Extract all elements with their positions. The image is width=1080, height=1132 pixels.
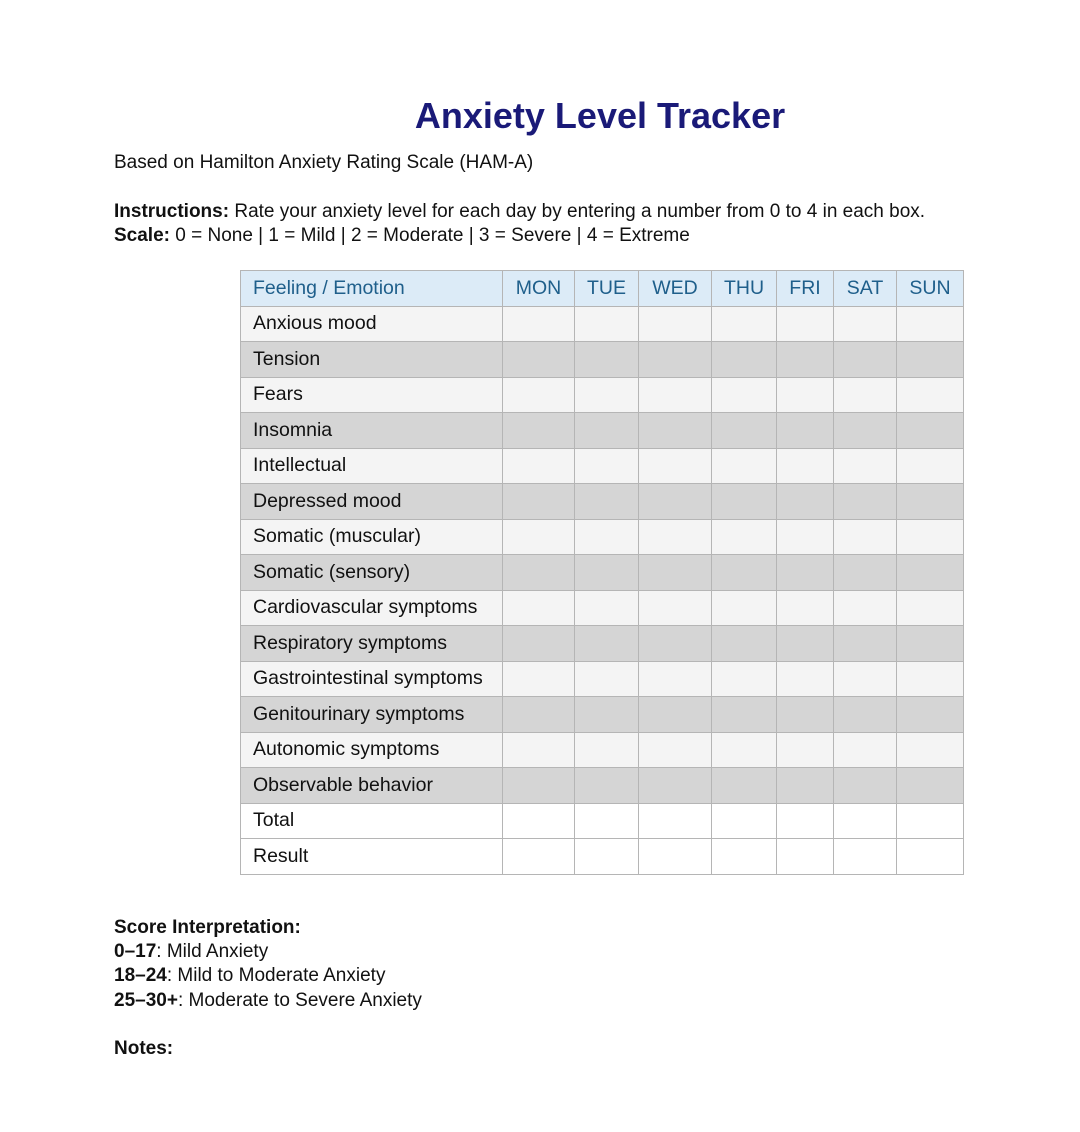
rating-cell-fri[interactable]	[777, 555, 834, 591]
table-row	[241, 484, 964, 520]
rating-cell-sun[interactable]	[897, 484, 964, 520]
rating-cell-sun[interactable]	[897, 555, 964, 591]
rating-cell-mon[interactable]	[503, 839, 575, 875]
rating-cell-fri[interactable]	[777, 519, 834, 555]
row-label: Total	[241, 803, 503, 839]
rating-cell-mon[interactable]	[503, 413, 575, 449]
rating-cell-thu[interactable]	[712, 377, 777, 413]
rating-cell-tue[interactable]	[575, 413, 639, 449]
rating-cell-wed[interactable]	[639, 306, 712, 342]
rating-cell-thu[interactable]	[712, 590, 777, 626]
header-feeling: Feeling / Emotion	[241, 271, 503, 307]
rating-cell-thu[interactable]	[712, 448, 777, 484]
header-thu: THU	[712, 271, 777, 307]
rating-cell-sun[interactable]	[897, 839, 964, 875]
interpretation-item	[114, 940, 268, 964]
row-label: Somatic (sensory)	[241, 555, 503, 591]
table-row	[241, 555, 964, 591]
rating-cell-thu[interactable]	[712, 519, 777, 555]
header-fri: FRI	[777, 271, 834, 307]
rating-cell-mon[interactable]	[503, 555, 575, 591]
rating-cell-sat[interactable]	[834, 590, 897, 626]
rating-cell-fri[interactable]	[777, 768, 834, 804]
rating-cell-fri[interactable]	[777, 306, 834, 342]
rating-cell-tue[interactable]	[575, 626, 639, 662]
table-row	[241, 377, 964, 413]
rating-cell-tue[interactable]	[575, 519, 639, 555]
rating-cell-sat[interactable]	[834, 413, 897, 449]
rating-cell-sat[interactable]	[834, 661, 897, 697]
rating-cell-mon[interactable]	[503, 590, 575, 626]
table-row	[241, 626, 964, 662]
table-row	[241, 519, 964, 555]
page-title: Anxiety Level Tracker	[414, 95, 786, 136]
row-label: Respiratory symptoms	[241, 626, 503, 662]
table-row	[241, 839, 964, 875]
rating-cell-fri[interactable]	[777, 803, 834, 839]
rating-cell-tue[interactable]	[575, 732, 639, 768]
rating-cell-wed[interactable]	[639, 590, 712, 626]
rating-cell-mon[interactable]	[503, 306, 575, 342]
rating-cell-sun[interactable]	[897, 377, 964, 413]
rating-cell-sat[interactable]	[834, 519, 897, 555]
rating-cell-wed[interactable]	[639, 626, 712, 662]
row-label: Intellectual	[241, 448, 503, 484]
rating-cell-mon[interactable]	[503, 377, 575, 413]
notes-label: Notes:	[114, 1038, 174, 1059]
rating-cell-fri[interactable]	[777, 448, 834, 484]
rating-cell-sat[interactable]	[834, 448, 897, 484]
rating-cell-thu[interactable]	[712, 803, 777, 839]
rating-cell-fri[interactable]	[777, 590, 834, 626]
rating-cell-sat[interactable]	[834, 626, 897, 662]
rating-cell-tue[interactable]	[575, 306, 639, 342]
rating-cell-thu[interactable]	[712, 626, 777, 662]
table-row	[241, 732, 964, 768]
rating-cell-wed[interactable]	[639, 448, 712, 484]
interpretation-text: : Mild Anxiety	[156, 941, 269, 962]
interpretation-range: 0–17	[114, 941, 157, 962]
rating-cell-wed[interactable]	[639, 484, 712, 520]
interpretation-heading-text: Score Interpretation:	[114, 917, 301, 938]
rating-cell-tue[interactable]	[575, 803, 639, 839]
rating-cell-sun[interactable]	[897, 413, 964, 449]
instructions-label: Instructions:	[114, 201, 230, 222]
row-label: Cardiovascular symptoms	[241, 590, 503, 626]
header-mon: MON	[503, 271, 575, 307]
row-label: Result	[241, 839, 503, 875]
rating-cell-sat[interactable]	[834, 697, 897, 733]
rating-cell-mon[interactable]	[503, 484, 575, 520]
rating-cell-thu[interactable]	[712, 306, 777, 342]
rating-cell-wed[interactable]	[639, 413, 712, 449]
header-sat: SAT	[834, 271, 897, 307]
table-row	[241, 342, 964, 378]
row-label: Genitourinary symptoms	[241, 697, 503, 733]
rating-cell-thu[interactable]	[712, 661, 777, 697]
table-row	[241, 306, 964, 342]
header-tue: TUE	[575, 271, 639, 307]
rating-cell-mon[interactable]	[503, 626, 575, 662]
rating-cell-sun[interactable]	[897, 590, 964, 626]
rating-cell-thu[interactable]	[712, 697, 777, 733]
rating-cell-sat[interactable]	[834, 732, 897, 768]
table-row	[241, 661, 964, 697]
rating-cell-fri[interactable]	[777, 697, 834, 733]
instructions-text: Rate your anxiety level for each day by entering a number from 0 to 4 in each box.	[229, 201, 926, 222]
rating-cell-tue[interactable]	[575, 484, 639, 520]
rating-cell-tue[interactable]	[575, 342, 639, 378]
interpretation-range: 25–30+	[114, 990, 178, 1011]
row-label: Fears	[241, 377, 503, 413]
rating-cell-sun[interactable]	[897, 626, 964, 662]
row-label: Autonomic symptoms	[241, 732, 503, 768]
row-label: Observable behavior	[241, 768, 503, 804]
rating-cell-sun[interactable]	[897, 448, 964, 484]
table-row	[241, 413, 964, 449]
rating-cell-mon[interactable]	[503, 342, 575, 378]
rating-cell-fri[interactable]	[777, 626, 834, 662]
scale	[114, 224, 690, 248]
rating-cell-mon[interactable]	[503, 448, 575, 484]
rating-cell-wed[interactable]	[639, 803, 712, 839]
rating-cell-tue[interactable]	[575, 661, 639, 697]
row-label: Somatic (muscular)	[241, 519, 503, 555]
rating-cell-wed[interactable]	[639, 697, 712, 733]
rating-cell-fri[interactable]	[777, 413, 834, 449]
instructions	[114, 200, 925, 224]
rating-cell-tue[interactable]	[575, 697, 639, 733]
rating-cell-sun[interactable]	[897, 803, 964, 839]
rating-cell-sun[interactable]	[897, 342, 964, 378]
rating-cell-wed[interactable]	[639, 377, 712, 413]
rating-cell-mon[interactable]	[503, 697, 575, 733]
rating-cell-sat[interactable]	[834, 306, 897, 342]
rating-cell-tue[interactable]	[575, 590, 639, 626]
interpretation-item	[114, 964, 385, 988]
rating-cell-sun[interactable]	[897, 661, 964, 697]
rating-cell-mon[interactable]	[503, 661, 575, 697]
rating-cell-sun[interactable]	[897, 519, 964, 555]
interpretation-text: : Moderate to Severe Anxiety	[177, 990, 422, 1011]
rating-cell-sun[interactable]	[897, 697, 964, 733]
row-label: Anxious mood	[241, 306, 503, 342]
row-label: Insomnia	[241, 413, 503, 449]
rating-cell-tue[interactable]	[575, 448, 639, 484]
table-row	[241, 768, 964, 804]
rating-cell-sat[interactable]	[834, 342, 897, 378]
rating-cell-mon[interactable]	[503, 732, 575, 768]
rating-cell-sat[interactable]	[834, 803, 897, 839]
rating-cell-wed[interactable]	[639, 519, 712, 555]
rating-cell-fri[interactable]	[777, 377, 834, 413]
rating-cell-wed[interactable]	[639, 839, 712, 875]
rating-cell-fri[interactable]	[777, 342, 834, 378]
table-header-row	[241, 271, 964, 307]
rating-cell-thu[interactable]	[712, 555, 777, 591]
rating-cell-thu[interactable]	[712, 732, 777, 768]
rating-cell-wed[interactable]	[639, 555, 712, 591]
table-row	[241, 590, 964, 626]
rating-cell-sat[interactable]	[834, 484, 897, 520]
rating-cell-fri[interactable]	[777, 839, 834, 875]
table-row	[241, 448, 964, 484]
scale-text: 0 = None | 1 = Mild | 2 = Moderate | 3 = Severe | 4 = Extreme	[169, 225, 690, 246]
rating-cell-thu[interactable]	[712, 413, 777, 449]
rating-cell-fri[interactable]	[777, 661, 834, 697]
interpretation-heading	[114, 916, 301, 940]
rating-cell-thu[interactable]	[712, 484, 777, 520]
rating-cell-thu[interactable]	[712, 342, 777, 378]
rating-cell-tue[interactable]	[575, 768, 639, 804]
tracker-table	[240, 270, 964, 875]
rating-cell-thu[interactable]	[712, 768, 777, 804]
rating-cell-sat[interactable]	[834, 839, 897, 875]
rating-cell-wed[interactable]	[639, 661, 712, 697]
header-wed: WED	[639, 271, 712, 307]
table-row	[241, 697, 964, 733]
interpretation-text: : Mild to Moderate Anxiety	[166, 965, 386, 986]
rating-cell-thu[interactable]	[712, 839, 777, 875]
row-label: Depressed mood	[241, 484, 503, 520]
subtitle: Based on Hamilton Anxiety Rating Scale (HAM-A)	[114, 152, 534, 173]
rating-cell-tue[interactable]	[575, 839, 639, 875]
rating-cell-fri[interactable]	[777, 732, 834, 768]
row-label: Tension	[241, 342, 503, 378]
row-label: Gastrointestinal symptoms	[241, 661, 503, 697]
scale-label: Scale:	[114, 225, 170, 246]
rating-cell-tue[interactable]	[575, 377, 639, 413]
table-row	[241, 803, 964, 839]
header-sun: SUN	[897, 271, 964, 307]
rating-cell-sun[interactable]	[897, 732, 964, 768]
rating-cell-mon[interactable]	[503, 803, 575, 839]
rating-cell-sat[interactable]	[834, 377, 897, 413]
rating-cell-sun[interactable]	[897, 306, 964, 342]
rating-cell-mon[interactable]	[503, 768, 575, 804]
rating-cell-wed[interactable]	[639, 768, 712, 804]
rating-cell-wed[interactable]	[639, 732, 712, 768]
interpretation-range: 18–24	[114, 965, 167, 986]
interpretation-item	[114, 989, 422, 1013]
rating-cell-mon[interactable]	[503, 519, 575, 555]
rating-cell-fri[interactable]	[777, 484, 834, 520]
rating-cell-sun[interactable]	[897, 768, 964, 804]
rating-cell-wed[interactable]	[639, 342, 712, 378]
notes	[114, 1037, 173, 1061]
rating-cell-sat[interactable]	[834, 768, 897, 804]
rating-cell-tue[interactable]	[575, 555, 639, 591]
rating-cell-sat[interactable]	[834, 555, 897, 591]
